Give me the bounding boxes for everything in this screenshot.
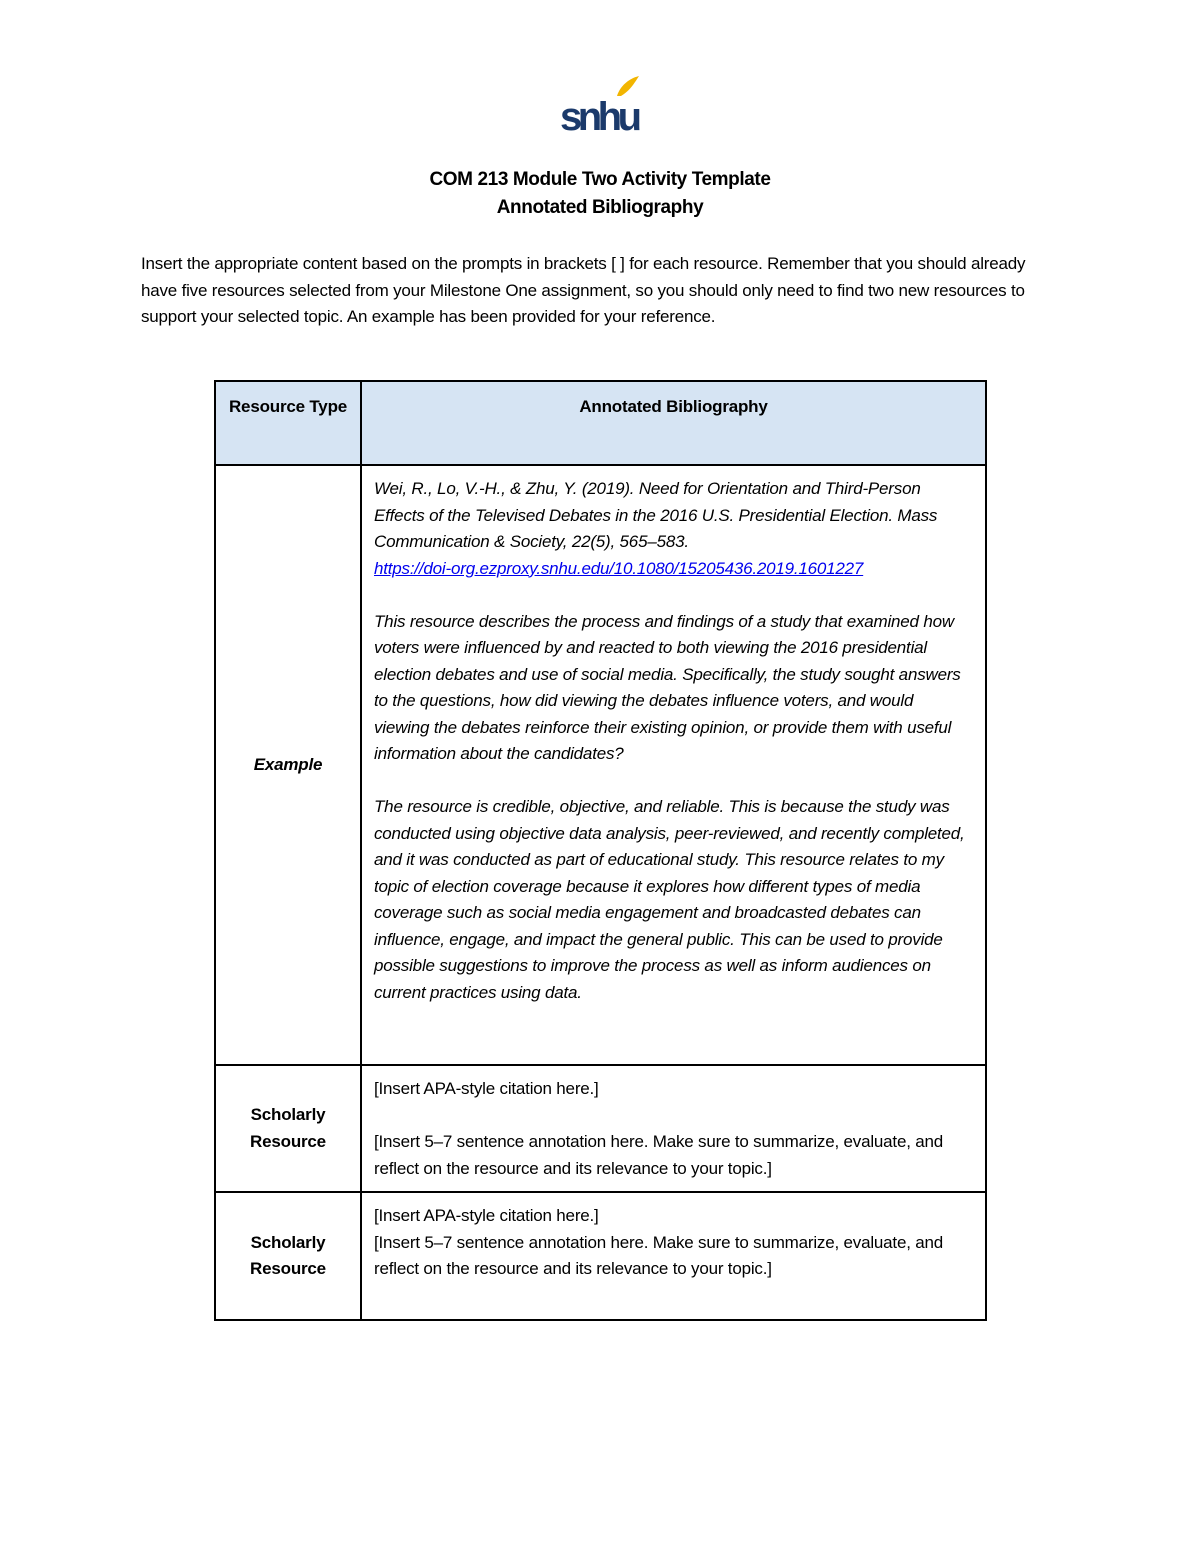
resource-type: Scholarly Resource — [215, 1065, 361, 1192]
bibliography-table — [214, 380, 987, 1321]
citation-placeholder[interactable]: [Insert APA-style citation here.] — [374, 1206, 599, 1225]
snhu-logo — [555, 74, 645, 134]
resource-type: Scholarly Resource — [215, 1192, 361, 1320]
annotation-cell — [361, 465, 986, 1065]
citation-placeholder[interactable]: [Insert APA-style citation here.] — [374, 1079, 599, 1098]
citation-text: Wei, R., Lo, V.-H., & Zhu, Y. (2019). Need for Orientation and Third-Person Effects of the Televised Debates in the 2016 U.S. Presidential Election. Mass Communication & Society, 22(5), 565–583. — [374, 479, 938, 551]
header-resource-type: Resource Type — [215, 381, 361, 465]
summary-text: This resource describes the process and findings of a study that examined how voters were influenced by and reacted to both viewing the 2016 presidential election debates and use of social media. Specifically, the study sought answers to the questions, how did viewing the debates influence voters, and would viewing the debates reinforce their existing opinion, or provide them with useful information about the candidates? — [374, 611, 961, 763]
header-annotated-bibliography: Annotated Bibliography — [361, 381, 986, 465]
instructions-paragraph: Insert the appropriate content based on the prompts in brackets [ ] for each resource. Remember that you should already have five resources selected from your Milestone One assignment, so you should only need to find two new resources to support your selected topic. An example has been provided for your reference. — [141, 254, 1026, 326]
doi-link[interactable]: https://doi-org.ezproxy.snhu.edu/10.1080/15205436.2019.1601227 — [374, 558, 864, 578]
table-row — [215, 465, 986, 1065]
document-title — [0, 166, 1200, 222]
annotation-cell — [361, 1192, 986, 1320]
table-row — [215, 1192, 986, 1320]
table-row — [215, 1065, 986, 1192]
title-line: COM 213 Module Two Activity Template — [429, 169, 771, 190]
resource-type: Example — [215, 465, 361, 1065]
annotation-placeholder[interactable]: [Insert 5–7 sentence annotation here. Make sure to summarize, evaluate, and reflect on the resource and its relevance to your topic.] — [374, 1232, 944, 1278]
annotation-placeholder[interactable]: [Insert 5–7 sentence annotation here. Make sure to summarize, evaluate, and reflect on the resource and its relevance to your topic.] — [374, 1132, 944, 1178]
annotation-cell — [361, 1065, 986, 1192]
table-header-row — [215, 381, 986, 465]
svg-text:snhu: snhu — [560, 95, 640, 134]
subtitle-line: Annotated Bibliography — [496, 197, 704, 218]
evaluation-text: The resource is credible, objective, and reliable. This is because the study was conducted using objective data analysis, peer-reviewed, and recently completed, and it was conducted as part of educational study. This resource relates to my topic of election coverage because it explores how different types of media coverage such as social media engagement and broadcasted debates can influence, engage, and impact the general public. This can be used to provide possible suggestions to improve the process as well as inform audiences on current practices using data. — [374, 797, 965, 1002]
